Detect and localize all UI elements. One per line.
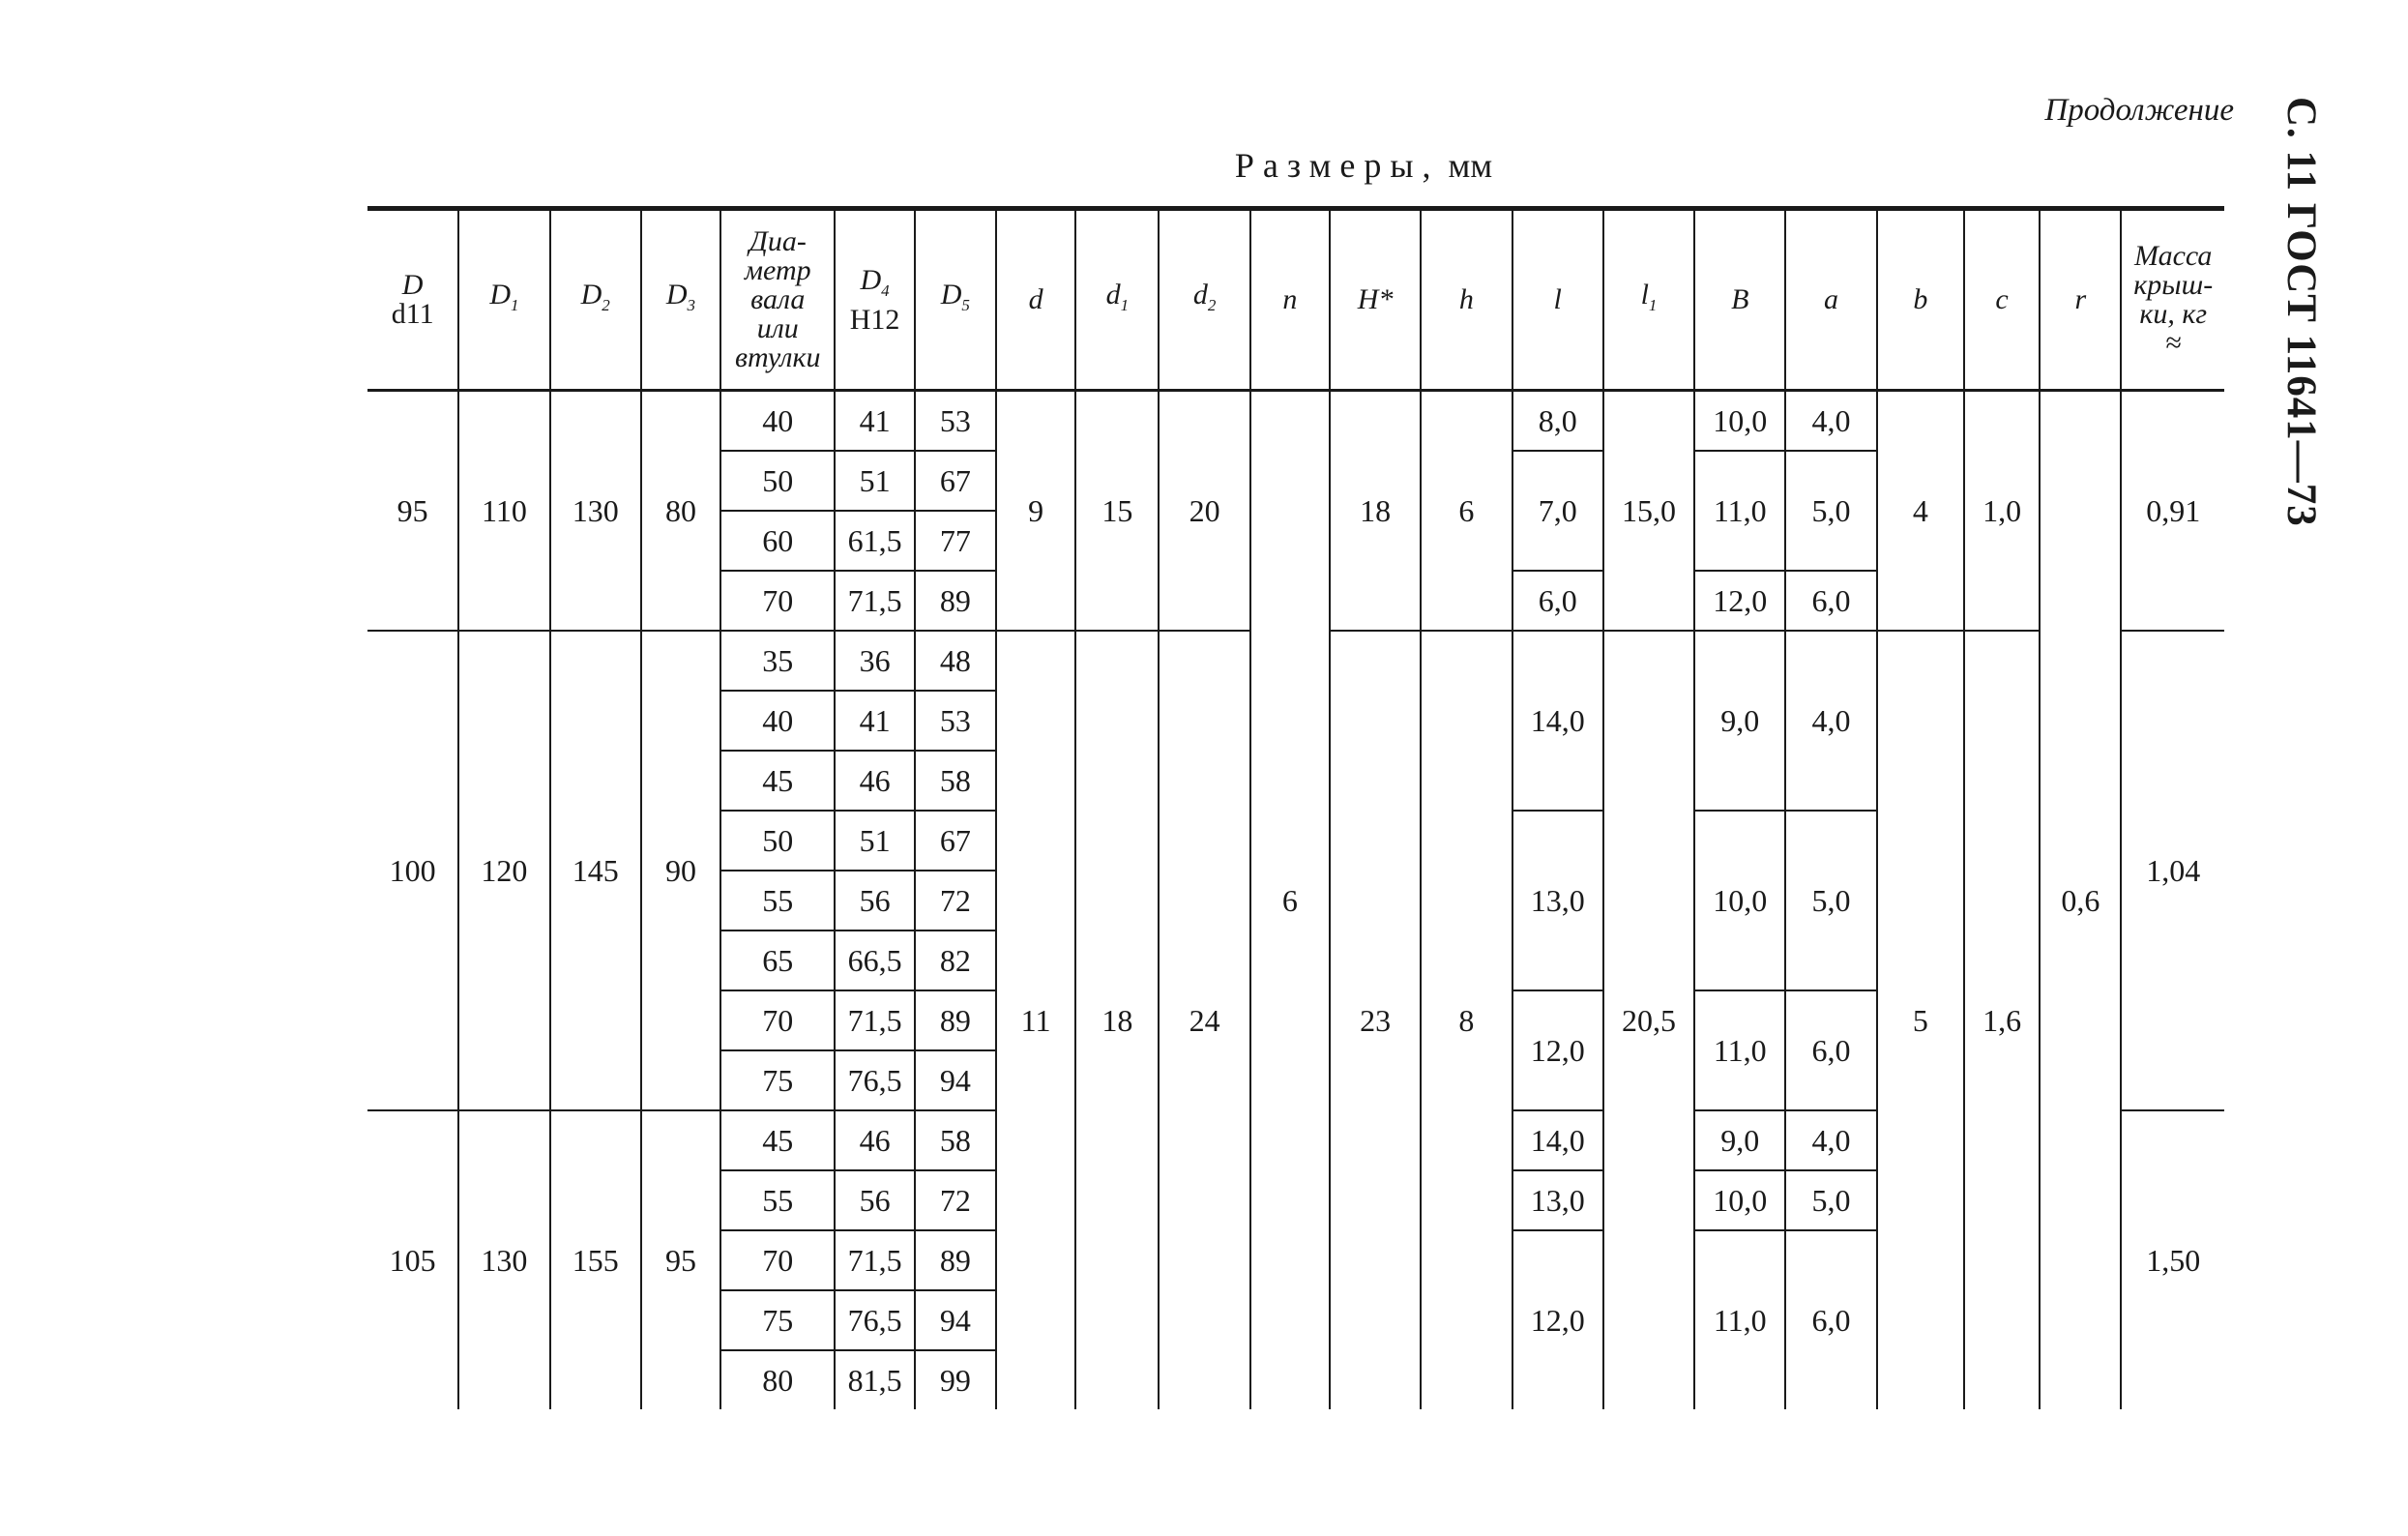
cell-mass: 1,04 [2121,631,2224,1110]
cell-D4: 51 [835,451,914,511]
cell-a: 4,0 [1785,631,1876,811]
cell-D4: 46 [835,1110,914,1170]
cell-D5: 94 [915,1290,996,1350]
cell-D1: 110 [458,391,549,632]
cell-D4: 71,5 [835,571,914,631]
table-row [367,391,2224,452]
cell-d: 11 [996,631,1075,1409]
col-header-D5: $D_5$ [915,209,996,391]
cell-D: 95 [367,391,458,632]
col-header-c: c [1964,209,2040,391]
cell-l: 7,0 [1512,451,1603,571]
cell-B: 12,0 [1694,571,1785,631]
col-header-D3: $D_3$ [641,209,720,391]
cell-d1: 18 [1075,631,1159,1409]
col-header-l1: $l_1$ [1603,209,1694,391]
cell-D: 100 [367,631,458,1110]
dimensions-table [367,206,2224,1409]
col-header-d: d [996,209,1075,391]
caption-word: Размеры, [1234,146,1440,185]
cell-a: 4,0 [1785,1110,1876,1170]
cell-b: 5 [1877,631,1964,1409]
col-header-D2: $D_2$ [550,209,641,391]
cell-D3: 90 [641,631,720,1110]
col-header-n: n [1250,209,1330,391]
cell-D4: 41 [835,691,914,751]
cell-d: 9 [996,391,1075,632]
cell-l: 12,0 [1512,990,1603,1110]
cell-shaft: 80 [720,1350,835,1409]
cell-l: 13,0 [1512,1170,1603,1230]
continuation-label: Продолжение [2044,93,2234,128]
cell-shaft: 70 [720,1230,835,1290]
col-header-b: b [1877,209,1964,391]
cell-mass: 1,50 [2121,1110,2224,1409]
cell-d2: 24 [1159,631,1249,1409]
cell-B: 11,0 [1694,990,1785,1110]
cell-B: 11,0 [1694,451,1785,571]
cell-D4: 41 [835,391,914,452]
cell-l: 14,0 [1512,631,1603,811]
cell-shaft: 40 [720,391,835,452]
cell-shaft: 45 [720,751,835,811]
cell-a: 6,0 [1785,1230,1876,1409]
col-header-a: a [1785,209,1876,391]
cell-D4: 56 [835,871,914,930]
cell-D4: 76,5 [835,1050,914,1110]
cell-D5: 67 [915,811,996,871]
cell-D4: 61,5 [835,511,914,571]
cell-D5: 89 [915,571,996,631]
col-header-d1: $d_1$ [1075,209,1159,391]
col-header-D: D d11 [367,209,458,391]
cell-D5: 94 [915,1050,996,1110]
cell-shaft: 75 [720,1290,835,1350]
col-header-H: H* [1330,209,1421,391]
cell-a: 5,0 [1785,811,1876,990]
cell-D5: 72 [915,1170,996,1230]
cell-H: 18 [1330,391,1421,632]
cell-D5: 58 [915,751,996,811]
cell-l: 13,0 [1512,811,1603,990]
cell-D4: 81,5 [835,1350,914,1409]
cell-l: 12,0 [1512,1230,1603,1409]
caption-unit: мм [1448,146,1493,185]
cell-B: 10,0 [1694,1170,1785,1230]
cell-shaft: 70 [720,990,835,1050]
cell-shaft: 60 [720,511,835,571]
cell-D: 105 [367,1110,458,1409]
cell-D5: 89 [915,1230,996,1290]
cell-D4: 56 [835,1170,914,1230]
col-header-l: l [1512,209,1603,391]
cell-D4: 51 [835,811,914,871]
col-header-h: h [1421,209,1512,391]
cell-D4: 36 [835,631,914,691]
col-header-d2: $d_2$ [1159,209,1249,391]
cell-l: 14,0 [1512,1110,1603,1170]
cell-B: 10,0 [1694,811,1785,990]
cell-D1: 120 [458,631,549,1110]
cell-a: 6,0 [1785,990,1876,1110]
col-header-r: r [2040,209,2121,391]
cell-shaft: 70 [720,571,835,631]
cell-D5: 77 [915,511,996,571]
col-header-D1: $D_1$ [458,209,549,391]
cell-d1: 15 [1075,391,1159,632]
cell-D5: 48 [915,631,996,691]
cell-shaft: 45 [720,1110,835,1170]
cell-l: 6,0 [1512,571,1603,631]
cell-shaft: 35 [720,631,835,691]
cell-D4: 66,5 [835,930,914,990]
cell-D5: 53 [915,391,996,452]
cell-a: 6,0 [1785,571,1876,631]
cell-l: 8,0 [1512,391,1603,452]
cell-D5: 53 [915,691,996,751]
cell-h: 6 [1421,391,1512,632]
cell-shaft: 55 [720,871,835,930]
cell-D1: 130 [458,1110,549,1409]
cell-shaft: 50 [720,811,835,871]
cell-D5: 82 [915,930,996,990]
cell-n: 6 [1250,391,1330,1410]
cell-a: 5,0 [1785,1170,1876,1230]
cell-D2: 145 [550,631,641,1110]
cell-D5: 89 [915,990,996,1050]
col-header-shaft-diameter: Диа- метр вала или втулки [720,209,835,391]
cell-c: 1,0 [1964,391,2040,632]
cell-D3: 80 [641,391,720,632]
cell-shaft: 75 [720,1050,835,1110]
cell-shaft: 55 [720,1170,835,1230]
cell-D5: 99 [915,1350,996,1409]
cell-B: 11,0 [1694,1230,1785,1409]
cell-D2: 155 [550,1110,641,1409]
cell-l1: 15,0 [1603,391,1694,632]
cell-D2: 130 [550,391,641,632]
cell-r: 0,6 [2040,391,2121,1410]
col-header-D4: $D_4$ H12 [835,209,914,391]
cell-shaft: 50 [720,451,835,511]
cell-B: 9,0 [1694,1110,1785,1170]
cell-D5: 58 [915,1110,996,1170]
cell-B: 9,0 [1694,631,1785,811]
cell-shaft: 40 [720,691,835,751]
cell-d2: 20 [1159,391,1249,632]
cell-D3: 95 [641,1110,720,1409]
cell-D5: 67 [915,451,996,511]
cell-D4: 76,5 [835,1290,914,1350]
col-header-mass: Масса крыш- ки, кг ≈ [2121,209,2224,391]
cell-D4: 71,5 [835,1230,914,1290]
cell-h: 8 [1421,631,1512,1409]
cell-D4: 71,5 [835,990,914,1050]
cell-l1: 20,5 [1603,631,1694,1409]
cell-b: 4 [1877,391,1964,632]
cell-a: 5,0 [1785,451,1876,571]
table-caption [1093,145,1634,186]
cell-D4: 46 [835,751,914,811]
standard-page-header: С. 11 ГОСТ 11641—73 [2278,97,2324,527]
col-header-B: B [1694,209,1785,391]
cell-a: 4,0 [1785,391,1876,452]
cell-c: 1,6 [1964,631,2040,1409]
cell-B: 10,0 [1694,391,1785,452]
cell-shaft: 65 [720,930,835,990]
cell-mass: 0,91 [2121,391,2224,632]
cell-H: 23 [1330,631,1421,1409]
header-row [367,209,2224,391]
cell-D5: 72 [915,871,996,930]
